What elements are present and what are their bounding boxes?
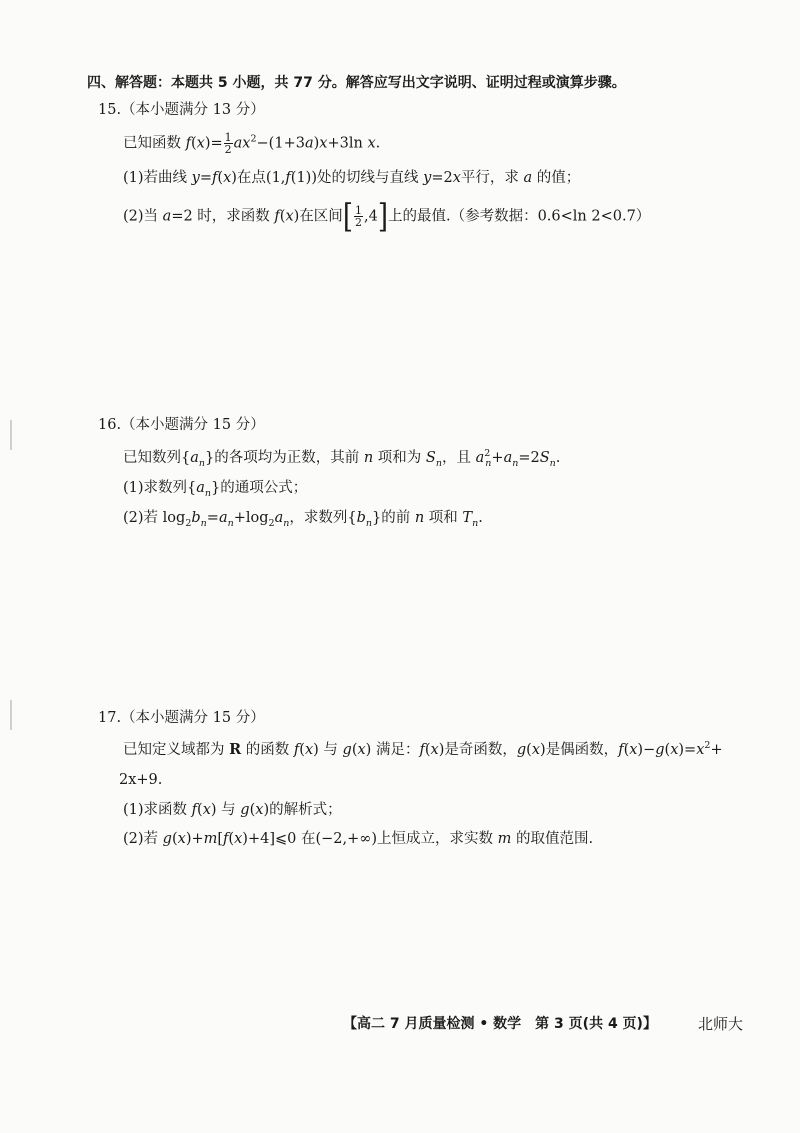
page-footer: 【高二 7 月质量检测 • 数学 第 3 页(共 4 页)】 (343, 1016, 657, 1032)
edition-label: 北师大 (698, 1015, 744, 1033)
q17-intro: 已知定义域都为 R 的函数 f(x) 与 g(x) 满足：f(x)是奇函数，g(x)是偶函数，$f(x)-g(x)=x^2+$ (123, 740, 723, 758)
q17-header: 17.（本小题满分 15 分） (98, 710, 265, 726)
q15-fraction-half: $\frac{1}{2}$ (224, 131, 232, 156)
section-heading: 四、解答题：本题共 5 小题，共 77 分。解答应写出文字说明、证明过程或演算步骤。 (87, 75, 626, 91)
q15-header: 15.（本小题满分 13 分） (98, 102, 265, 118)
q15-intro: 已知函数 f(x)= $\frac{1}{2}$ $ax^2-(1+3a)x+3\ln$ x. (123, 131, 381, 156)
q16-part1: (1)求数列$\{a_n\}$的通项公式； (123, 480, 308, 499)
q16-header: 16.（本小题满分 15 分） (98, 417, 265, 433)
q15-intro-text: 已知函数 (123, 135, 186, 152)
scan-mark (10, 700, 12, 730)
q16-intro: 已知数列$\{a_n\}$的各项均为正数，其前 n 项和为 $S_n$，且 $a^2_n+a_n=2S_n$. (123, 448, 561, 469)
scan-mark (10, 420, 12, 450)
q15-part2: (2)当 a=2 时，求函数 f(x)在区间[ $\frac{1}{2}$ ,4]上的最值.（参考数据：0.6<ln 2<0.7） (123, 197, 651, 236)
q17-part1: (1)求函数 f(x) 与 g(x)的解析式； (123, 802, 342, 818)
q17-intro-continued: 2x+9. (119, 772, 163, 788)
q15-part1: (1)若曲线 y=f(x)在点(1,f(1))处的切线与直线 y=2x平行，求 a 的值； (123, 170, 581, 186)
q16-part2: (2)若 $\log_2b_n=a_n+\log_2a_n$，求数列$\{b_n\}$的前 n 项和 $T_n$. (123, 510, 483, 529)
q15-interval-fraction: $\frac{1}{2}$ (354, 204, 362, 229)
q17-part2: (2)若 g(x)+m[f(x)+4]⩽0 在(−2,+∞)上恒成立，求实数 m 的取值范围. (123, 831, 594, 847)
